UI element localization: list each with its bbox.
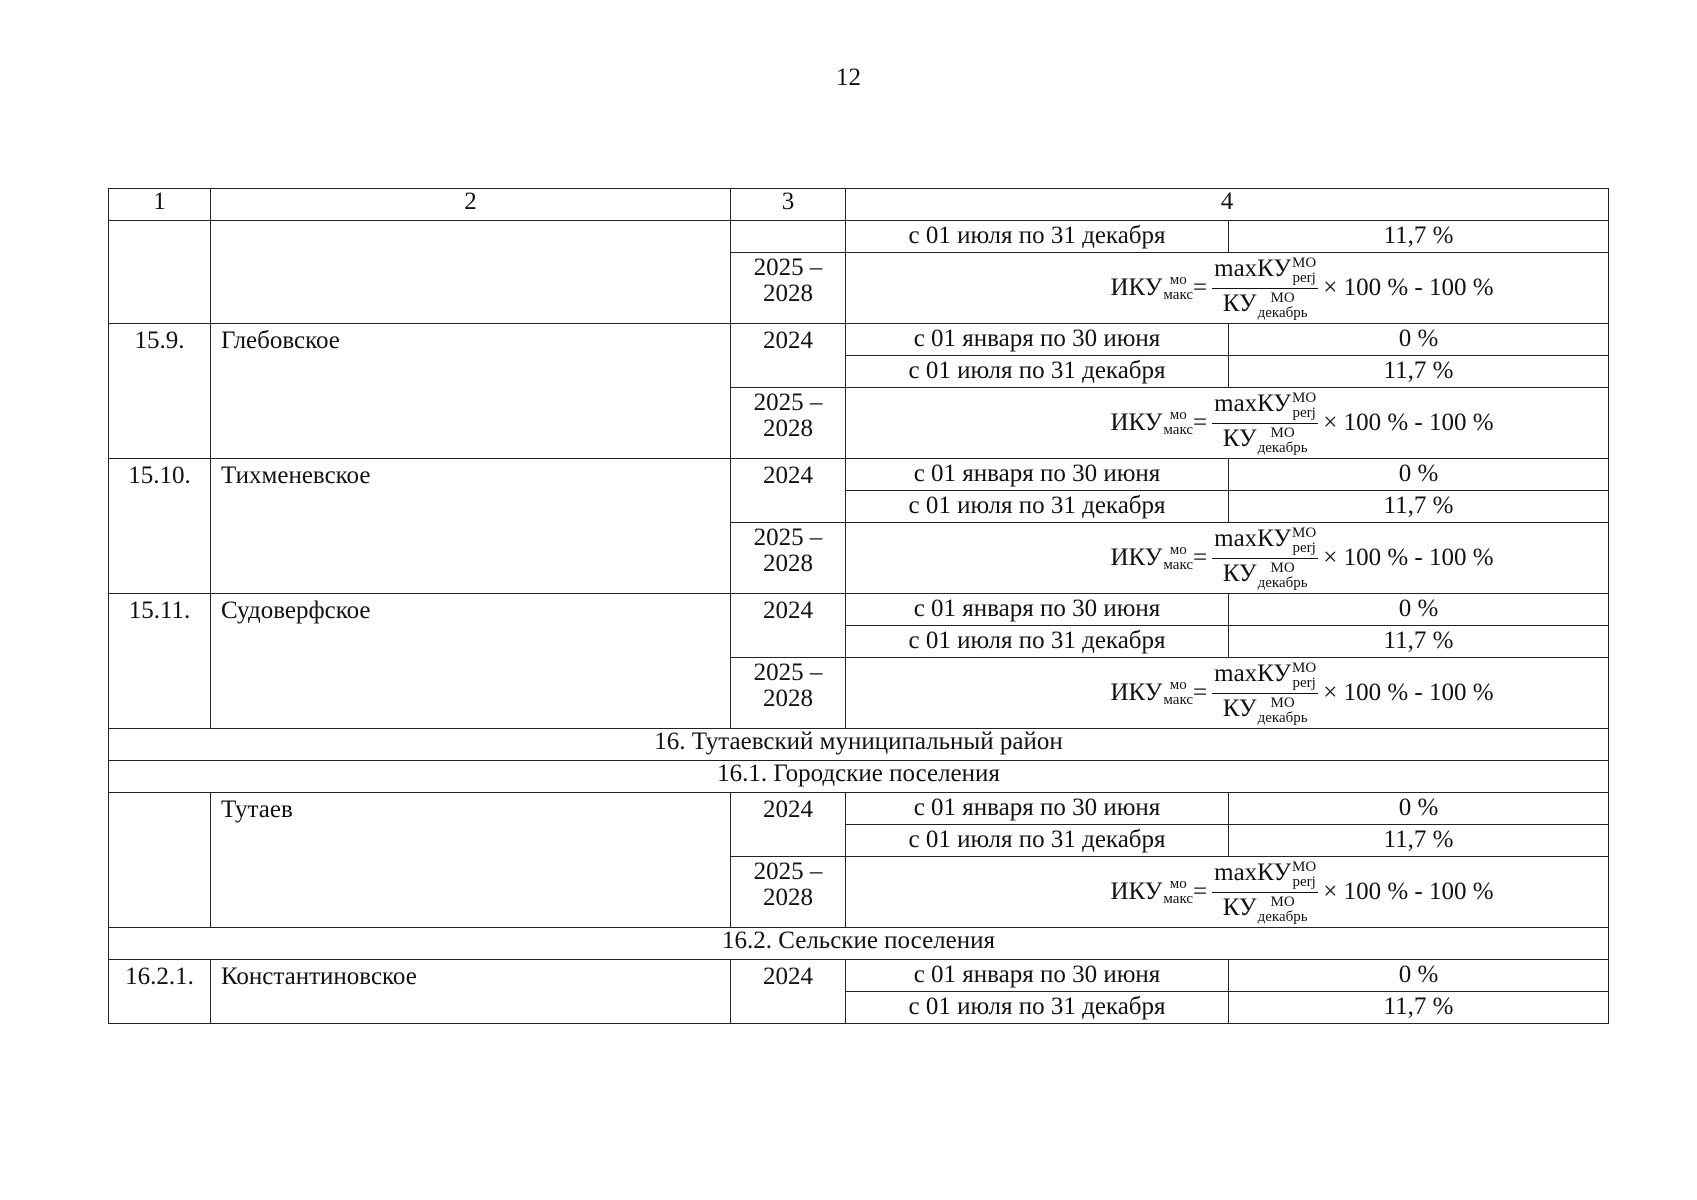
period-value: 0 % [1229,793,1609,825]
year-range-cell: 2025 – 2028 [731,857,846,928]
table-row [109,594,1609,658]
row-name-cell: Судоверфское [211,594,731,729]
year-range-cell: 2025 – 2028 [731,658,846,729]
period-label: с 01 июля по 31 декабря [846,356,1229,388]
index-formula: ИКУ мо макс = maxКУ МО perj КУ МО декабрь × 100 % - 100 % [1110,389,1494,456]
section-title: 16. Тутаевский муниципальный район [109,729,1609,761]
header-col-1: 1 [109,189,211,221]
period-value: 11,7 % [1383,357,1454,385]
header-col-3: 3 [731,189,846,221]
period-value: 11,7 % [1383,993,1454,1021]
period-label: с 01 января по 30 июня [846,594,1229,626]
period-value: 11,7 % [1383,222,1454,250]
row-name-cell [211,221,731,324]
period-cell [846,960,1609,1024]
period-value: 0 % [1229,594,1609,626]
formula-cell [846,523,1609,594]
formula-cell [846,658,1609,729]
header-col-4: 4 [846,189,1609,221]
rates-table [108,188,1609,1024]
year-cell: 2024 [731,793,846,857]
index-formula: ИКУ мо макс = maxКУ МО perj КУ МО декабрь × 100 % - 100 % [1110,858,1494,925]
row-name-cell: Константиновское [211,960,731,1024]
row-number-cell [109,793,211,928]
period-cell [846,594,1609,658]
page-number: 12 [836,64,861,91]
period-value: 0 % [1229,459,1609,491]
row-name-cell: Тихменевское [211,459,731,594]
period-label: с 01 января по 30 июня [846,459,1229,491]
section-row [109,729,1609,761]
period-label: с 01 июля по 31 декабря [846,992,1229,1024]
period-label: с 01 июля по 31 декабря [846,626,1229,658]
header-col-2: 2 [211,189,731,221]
table-row [109,324,1609,388]
formula-cell [846,388,1609,459]
year-cell: 2024 [731,594,846,658]
year-cell: 2024 [731,960,846,1024]
row-number-cell [109,221,211,324]
period-value: 11,7 % [1383,627,1454,655]
period-cell [846,459,1609,523]
row-name-cell: Глебовское [211,324,731,459]
table-row [109,459,1609,523]
period-label: с 01 января по 30 июня [846,793,1229,825]
table-header-row [109,189,1609,221]
period-value: 11,7 % [1383,492,1454,520]
row-name-cell: Тутаев [211,793,731,928]
subsection-row [109,761,1609,793]
year-cell: 2024 [731,324,846,388]
period-label: с 01 января по 30 июня [846,324,1229,356]
period-cell [846,793,1609,857]
year-cell: 2024 [731,459,846,523]
year-range-cell: 2025 – 2028 [731,388,846,459]
index-formula: ИКУ мо макс = maxКУ МО perj КУ МО декабрь × 100 % - 100 % [1110,524,1494,591]
period-label: с 01 июля по 31 декабря [846,491,1229,523]
index-formula: ИКУ мо макс = maxКУ МО perj КУ МО декабрь × 100 % - 100 % [1110,659,1494,726]
row-number-cell: 15.11. [109,594,211,729]
year-range-cell: 2025 – 2028 [731,523,846,594]
year-range-cell: 2025 – 2028 [731,253,846,324]
period-value: 0 % [1229,324,1609,356]
year-cell [731,221,846,253]
period-label: с 01 июля по 31 декабря [846,221,1229,252]
row-number-cell: 15.9. [109,324,211,459]
index-formula: ИКУ мо макс = maxКУ МО perj КУ МО декабрь × 100 % - 100 % [1110,254,1494,321]
period-cell [846,324,1609,388]
row-number-cell: 15.10. [109,459,211,594]
subsection-title: 16.1. Городские поселения [109,761,1609,793]
period-label: с 01 июля по 31 декабря [846,825,1229,857]
subsection-row [109,928,1609,960]
formula-cell [846,253,1609,324]
period-label: с 01 января по 30 июня [846,960,1229,992]
table-row [109,221,1609,253]
period-value: 0 % [1229,960,1609,992]
period-cell [846,221,1609,253]
formula-cell [846,857,1609,928]
table-row [109,960,1609,1024]
period-value: 11,7 % [1383,826,1454,854]
table-row [109,793,1609,857]
row-number-cell: 16.2.1. [109,960,211,1024]
subsection-title: 16.2. Сельские поселения [109,928,1609,960]
